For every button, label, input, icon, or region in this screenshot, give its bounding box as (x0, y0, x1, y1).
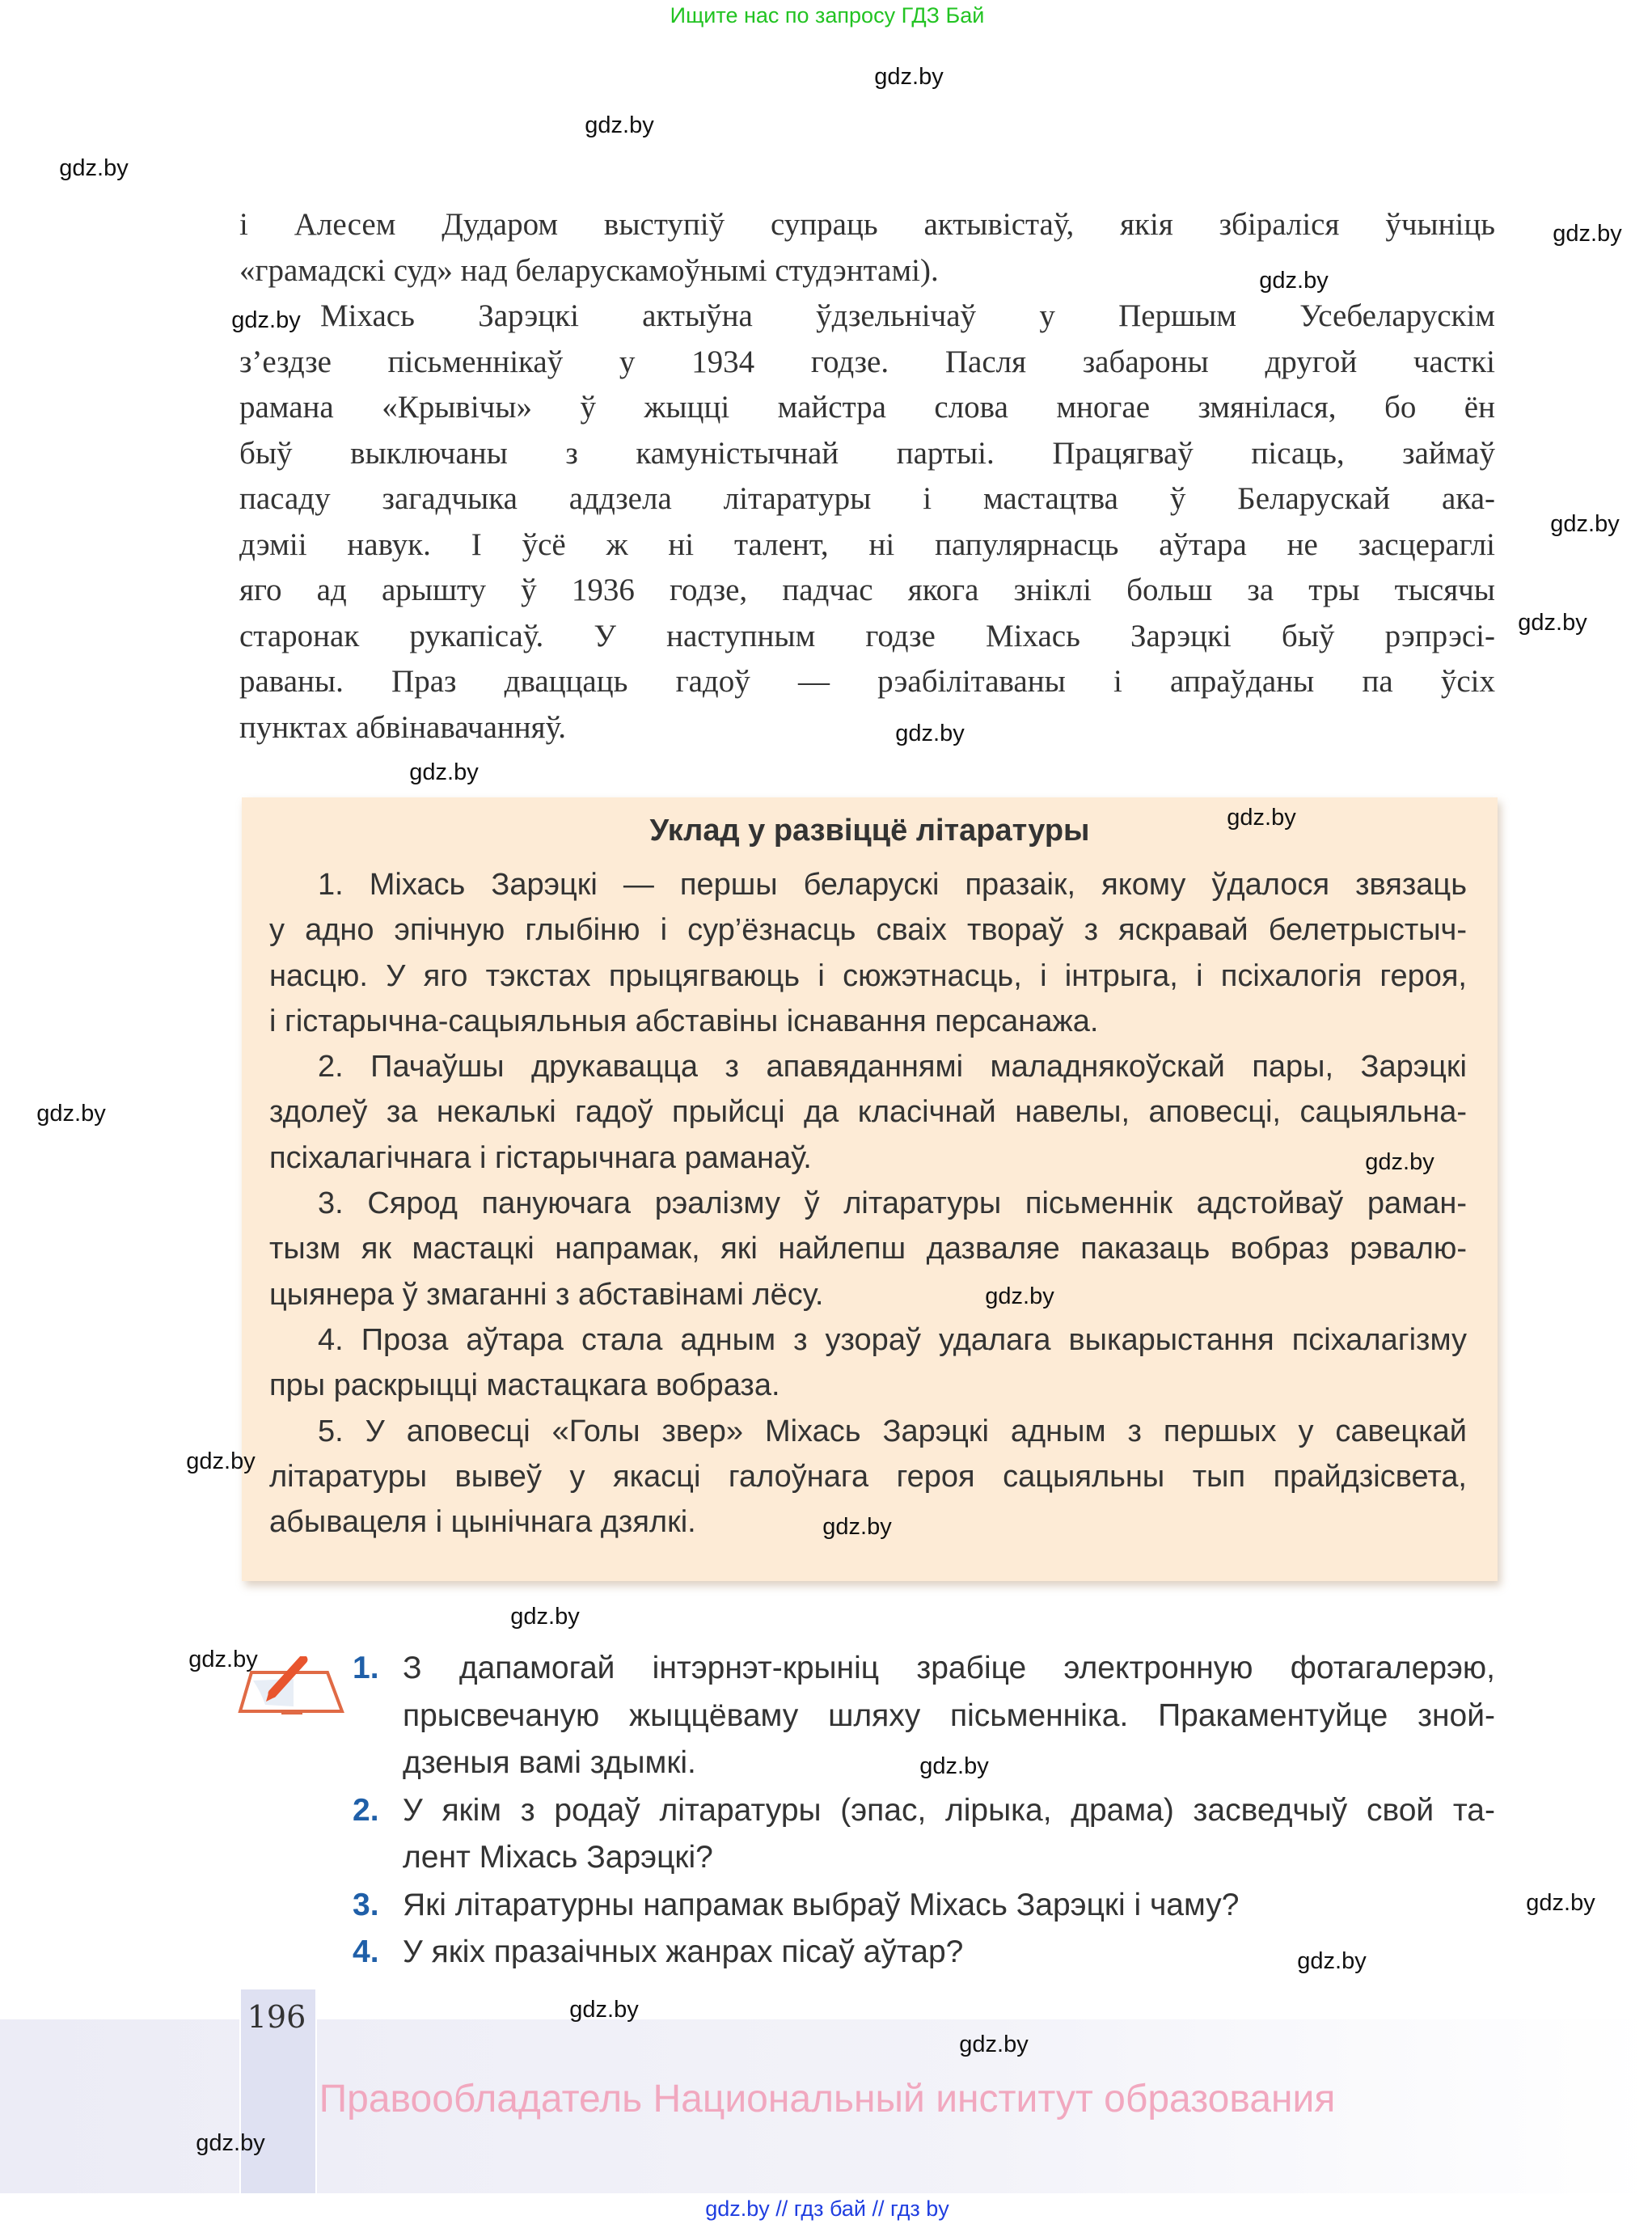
text-line: пунктах абвінавачанняў. (239, 709, 566, 745)
contribution-box (242, 797, 1498, 1581)
watermark-text: gdz.by (36, 1101, 106, 1127)
box-title: Уклад у развіццё літаратуры (649, 814, 1090, 848)
watermark-text: gdz.by (1518, 610, 1587, 636)
box-item (269, 862, 1467, 1044)
watermark-text: gdz.by (919, 1753, 989, 1779)
box-line: пры раскрыцці мастацкага вобраза. (269, 1368, 780, 1403)
box-line: 3. Сярод пануючага рэалізму ў літаратуры пісьменнік адстойваў раман- (318, 1186, 1467, 1221)
box-line: здолеў за некалькі гадоў прыйсці да класічнай навелы, аповесці, сацыяльна- (269, 1095, 1467, 1130)
watermark-text: gdz.by (510, 1604, 580, 1630)
box-item (269, 1317, 1467, 1409)
question-line: Які літаратурны напрамак выбраў Міхась Зарэцкі і чаму? (403, 1887, 1240, 1922)
box-body (269, 862, 1467, 1545)
box-item (269, 1181, 1467, 1317)
rights-notice: Правообладатель Национальный институт образования (319, 2078, 1336, 2120)
text-line: рамана «Крывічы» ў жыцці майстра слова многае змянілася, бо ён (239, 390, 1495, 425)
watermark-text: gdz.by (196, 2130, 265, 2156)
watermark-text: gdz.by (985, 1283, 1054, 1309)
box-line: і гістарычна-сацыяльныя абставіны існавання персанажа. (269, 1004, 1099, 1038)
text-line: з’ездзе пісьменнікаў у 1934 годзе. Пасля забароны другой часткі (239, 344, 1495, 379)
box-line: 4. Проза аўтара стала адным з узораў удалага выкарыстання псіхалагізму (318, 1322, 1467, 1357)
box-line: цыянера ў змаганні з абставінамі лёсу. (269, 1277, 824, 1312)
question-number: 1. (353, 1651, 379, 1685)
watermark-text: gdz.by (569, 1997, 639, 2023)
box-line: 5. У аповесці «Голы звер» Міхась Зарэцкі адным з першых у савецкай (318, 1414, 1467, 1448)
watermark-text: gdz.by (231, 307, 301, 333)
watermark-text: gdz.by (874, 64, 944, 90)
watermark-text: gdz.by (1365, 1149, 1434, 1175)
question-line: дзеныя вамі здымкі. (403, 1745, 696, 1780)
box-line: 2. Пачаўшы друкавацца з апавяданнямі маладнякоўскай пары, Зарэцкі (318, 1050, 1467, 1085)
watermark-text: gdz.by (1227, 805, 1296, 831)
text-line: яго ад арышту ў 1936 годзе, падчас якога зніклі больш за тры тысячы (239, 573, 1495, 607)
question-number: 3. (353, 1887, 379, 1922)
watermark-text: gdz.by (59, 155, 129, 181)
box-line: насцю. У яго тэкстах прыцягваюць і сюжэтнасць, і інтрыга, і псіхалогія героя, (269, 958, 1467, 993)
question-line: лент Міхась Зарэцкі? (403, 1840, 713, 1875)
text-line: раваны. Праз дваццаць гадоў — рэабілітаваны і апраўданы па ўсіх (239, 664, 1495, 699)
watermark-text: gdz.by (585, 112, 654, 138)
box-line: псіхалагічнага і гістарычнага раманаў. (269, 1140, 812, 1175)
bottom-links[interactable]: gdz.by // гдз бай // гдз by (705, 2197, 949, 2221)
watermark-text: gdz.by (1297, 1948, 1367, 1974)
watermark-text: gdz.by (895, 721, 965, 746)
text-line: дэміі навук. І ўсё ж ні талент, ні папулярнасць аўтара не засцераглі (239, 526, 1495, 562)
question-line: прысвечаную жыццёваму шляху пісьменніка. Пракаментуйце зной- (403, 1698, 1495, 1733)
box-line: у адно эпічную глыбіню і сур’ёзнасць сваіх твораў з яскравай белетрыстыч- (269, 913, 1467, 948)
question-line: З дапамогай інтэрнэт-крыніц зрабіце электронную фотагалерэю, (403, 1651, 1495, 1685)
question-item (353, 1882, 1495, 1930)
question-item (353, 1787, 1495, 1882)
page-number: 196 (247, 1999, 306, 2035)
search-hint: Ищите нас по запросу ГДЗ Бай (670, 3, 985, 27)
watermark-text: gdz.by (188, 1647, 258, 1672)
box-item (269, 1044, 1467, 1181)
question-number: 2. (353, 1792, 379, 1828)
watermark-text: gdz.by (1553, 221, 1622, 247)
watermark-text: gdz.by (1526, 1890, 1595, 1916)
text-line: і Алесем Дударом выступіў супраць актывістаў, якія збіраліся ўчыніць (239, 207, 1495, 242)
text-line: Міхась Зарэцкі актыўна ўдзельнічаў у Першым Усебеларускім (320, 298, 1495, 333)
watermark-text: gdz.by (959, 2032, 1029, 2057)
watermark-text: gdz.by (1550, 511, 1620, 537)
box-line: тызм як мастацкі напрамак, які найлепш дазваляе паказаць вобраз рэвалю- (269, 1232, 1467, 1266)
watermark-text: gdz.by (409, 759, 479, 785)
watermark-text: gdz.by (822, 1514, 892, 1540)
box-line: абывацеля і цынічнага дзялкі. (269, 1505, 696, 1540)
question-line: У якім з родаў літаратуры (эпас, лірыка, драма) засведчыў свой та- (403, 1792, 1495, 1828)
text-line: «грамадскі суд» над беларускамоўнымі студэнтамі). (239, 252, 939, 288)
question-line: У якіх празаічных жанрах пісаў аўтар? (403, 1934, 964, 1969)
watermark-text: gdz.by (186, 1448, 256, 1474)
box-line: 1. Міхась Зарэцкі — першы беларускі празаік, якому ўдалося звязаць (318, 868, 1467, 902)
watermark-text: gdz.by (1259, 268, 1329, 294)
text-line: быў выключаны з камуністычнай партыі. Працягваў пісаць, займаў (239, 435, 1495, 471)
questions-list (353, 1645, 1495, 1977)
text-line: пасаду загадчыка аддзела літаратуры і мастацтва ў Беларускай ака- (239, 481, 1495, 516)
question-number: 4. (353, 1934, 379, 1969)
box-line: літаратуры вывеў у якасці галоўнага героя сацыяльны тып прайдзісвета, (269, 1459, 1467, 1494)
text-line: старонак рукапісаў. У наступным годзе Міхась Зарэцкі быў рэпрэсі- (239, 618, 1495, 653)
